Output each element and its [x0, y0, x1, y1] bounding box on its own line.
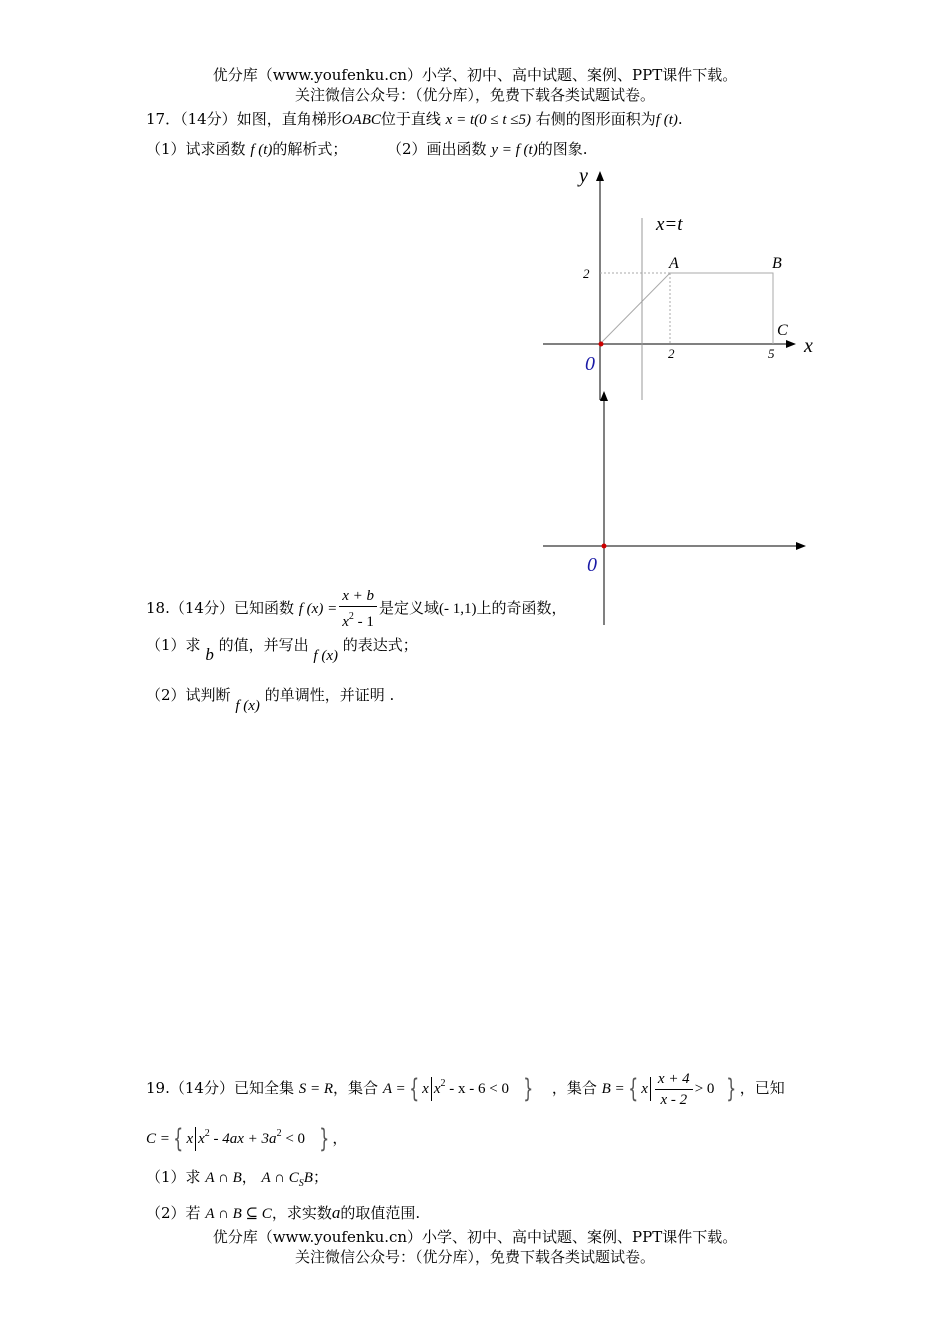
q18-text-1: 已知函数: [233, 599, 294, 617]
q19-stem-line-1: [146, 1062, 785, 1111]
header-line-2: 关注微信公众号：（优分库），免费下载各类试题试卷。: [294, 86, 655, 104]
footer-line-1: 优分库（www.youfenku.cn）小学、初中、高中试题、案例、PPT课件下载。: [212, 1228, 738, 1246]
q19-p2-b: ，求实数: [271, 1204, 332, 1222]
brace-right-icon: }: [319, 1124, 330, 1154]
brace-right-icon: }: [523, 1074, 533, 1104]
header-line-1: 优分库（www.youfenku.cn）小学、初中、高中试题、案例、PPT课件下载。: [212, 66, 738, 84]
q18-part-1: [146, 634, 418, 664]
q18-p1-f: f (x): [313, 648, 338, 664]
q19-set-b-var: x: [641, 1081, 648, 1097]
set-divider-icon: [195, 1127, 196, 1151]
point-b-label: B: [772, 255, 782, 272]
q19-set-b-fraction: [655, 1069, 693, 1110]
q19-set-c-exp-2: 2: [276, 1128, 282, 1139]
q19-p1-expr-2-sub: S: [298, 1178, 304, 1189]
q17-p1-text: 试求函数: [185, 140, 246, 158]
q19-text-4: ，已知: [739, 1079, 785, 1097]
q18-number: 18.: [146, 599, 170, 617]
q19-set-c-exp: 2: [204, 1128, 210, 1139]
q19-score: （14分）: [169, 1079, 234, 1097]
q19-p2-label: （2）: [146, 1204, 186, 1222]
q18-text-2: 是定义域: [378, 599, 439, 617]
q19-set-a-expr-2: - x - 6 < 0: [445, 1081, 509, 1097]
origin-label-2: 0: [587, 554, 597, 576]
q17-p1-label: （1）: [146, 140, 186, 158]
q19-text-2: ，集合: [333, 1079, 379, 1097]
tick-y-2: 2: [583, 266, 590, 281]
q18-p1-a: 求: [185, 636, 201, 654]
q17-score: （14分）: [180, 110, 237, 128]
q19-p1-expr-2a: A ∩ C: [261, 1170, 299, 1186]
q18-p1-d: 的表达式；: [342, 636, 418, 654]
q19-p2-var: a: [331, 1203, 341, 1222]
q19-set-a-label: A =: [382, 1081, 406, 1097]
trapezoid-oabc: [600, 273, 773, 344]
q17-p1-tail: 的解析式；: [272, 140, 348, 158]
q18-den-exp: 2: [348, 611, 354, 622]
q17-text-2: 位于直线: [380, 110, 441, 128]
origin-point-2: [602, 544, 607, 549]
q18-p2-label: （2）: [146, 686, 186, 704]
q18-fx: f (x) =: [298, 601, 338, 617]
q19-text-5: ，: [332, 1129, 348, 1147]
q19-set-b-cmp: > 0: [694, 1081, 715, 1097]
q19-p1-end: ；: [312, 1168, 328, 1186]
q17-text-1: 如图，直角梯形: [236, 110, 342, 128]
q19-p1-sep: ，: [241, 1168, 257, 1186]
q19-stem-line-2: [146, 1112, 347, 1161]
q19-set-c-expr-1: x: [198, 1131, 205, 1147]
q19-set-a-expr-1: x: [433, 1081, 441, 1097]
set-divider-icon: [650, 1077, 651, 1101]
line-label: x=t: [656, 214, 683, 235]
q18-p2-a: 试判断: [185, 686, 231, 704]
q18-part-2: [146, 684, 395, 714]
origin-point: [599, 342, 604, 347]
q19-set-c-expr-3: < 0: [281, 1131, 306, 1147]
q18-text-3: 上的奇函数，: [476, 599, 567, 617]
q17-end: .: [677, 110, 683, 128]
q18-p1-b: b: [205, 645, 214, 664]
brace-left-icon: {: [408, 1074, 419, 1104]
origin-label: 0: [585, 353, 595, 375]
q19-p2-a: 若: [185, 1204, 201, 1222]
x-axis-label: x: [804, 335, 813, 357]
q17-cond: (0 ≤ t ≤5): [474, 112, 531, 128]
q18-p1-c: 的值，并写出: [218, 636, 309, 654]
q18-stem: [146, 586, 567, 632]
brace-right-icon: }: [726, 1074, 737, 1104]
q17-p2-f: y = f (t): [491, 142, 538, 158]
q18-numerator: x + b: [339, 586, 377, 607]
q19-p1-label: （1）: [146, 1168, 186, 1186]
q19-set-c-var: x: [186, 1131, 194, 1147]
q19-text-3: ，集合: [551, 1079, 597, 1097]
q17-p1-f: f (t): [250, 142, 273, 158]
tick-x-2: 2: [668, 346, 675, 361]
q19-p2-expr: A ∩ B ⊆ C: [205, 1206, 272, 1222]
q17-p2-tail: 的图象.: [537, 140, 588, 158]
q19-set-a-var: x: [422, 1081, 429, 1097]
set-divider-icon: [431, 1077, 432, 1101]
q18-den-x: x: [342, 614, 349, 630]
q17-ft: f (t): [655, 112, 678, 128]
q18-p1-label: （1）: [146, 636, 186, 654]
q19-p1-expr-2b: B: [303, 1170, 313, 1186]
q19-set-b-label: B =: [601, 1081, 625, 1097]
q18-p2-f: f (x): [235, 698, 260, 714]
q19-p1-a: 求: [185, 1168, 201, 1186]
q18-score: （14分）: [169, 599, 234, 617]
q18-den-tail: - 1: [353, 614, 374, 630]
q19-p2-c: 的取值范围.: [340, 1204, 421, 1222]
q19-universal-set: S = R: [298, 1081, 334, 1097]
brace-left-icon: {: [627, 1074, 638, 1104]
q19-set-b-num: x + 4: [655, 1069, 693, 1090]
q19-p1-expr-1: A ∩ B: [205, 1170, 242, 1186]
q19-number: 19.: [146, 1079, 170, 1097]
q17-p2-label: （2）: [387, 140, 427, 158]
point-c-label: C: [777, 322, 788, 339]
tick-x-5: 5: [768, 346, 775, 361]
q18-fraction: [339, 586, 377, 632]
q19-text-1: 已知全集: [233, 1079, 294, 1097]
q17-number: 17．: [146, 110, 181, 128]
q17-line-eq: x = t: [445, 112, 475, 128]
q18-denominator: [339, 607, 377, 632]
point-a-label: A: [669, 255, 679, 272]
q18-domain: (- 1,1): [438, 601, 477, 617]
q17-text-3: 右侧的图形面积为: [535, 110, 656, 128]
footer-line-2: 关注微信公众号：（优分库），免费下载各类试题试卷。: [294, 1248, 655, 1266]
q17-p2-text: 画出函数: [426, 140, 487, 158]
q19-set-b-den: x - 2: [660, 1091, 688, 1108]
q19-part-2: [146, 1202, 420, 1223]
q17-shape: OABC: [341, 112, 381, 128]
q18-p2-b: 的单调性，并证明 .: [264, 686, 395, 704]
q19-set-c-label: C =: [146, 1131, 170, 1147]
y-axis-label: y: [579, 165, 588, 187]
brace-left-icon: {: [173, 1124, 184, 1154]
q19-set-c-expr-2: - 4ax + 3a: [209, 1131, 277, 1147]
q19-set-a-exp: 2: [440, 1078, 446, 1089]
q19-part-1: [146, 1166, 328, 1189]
